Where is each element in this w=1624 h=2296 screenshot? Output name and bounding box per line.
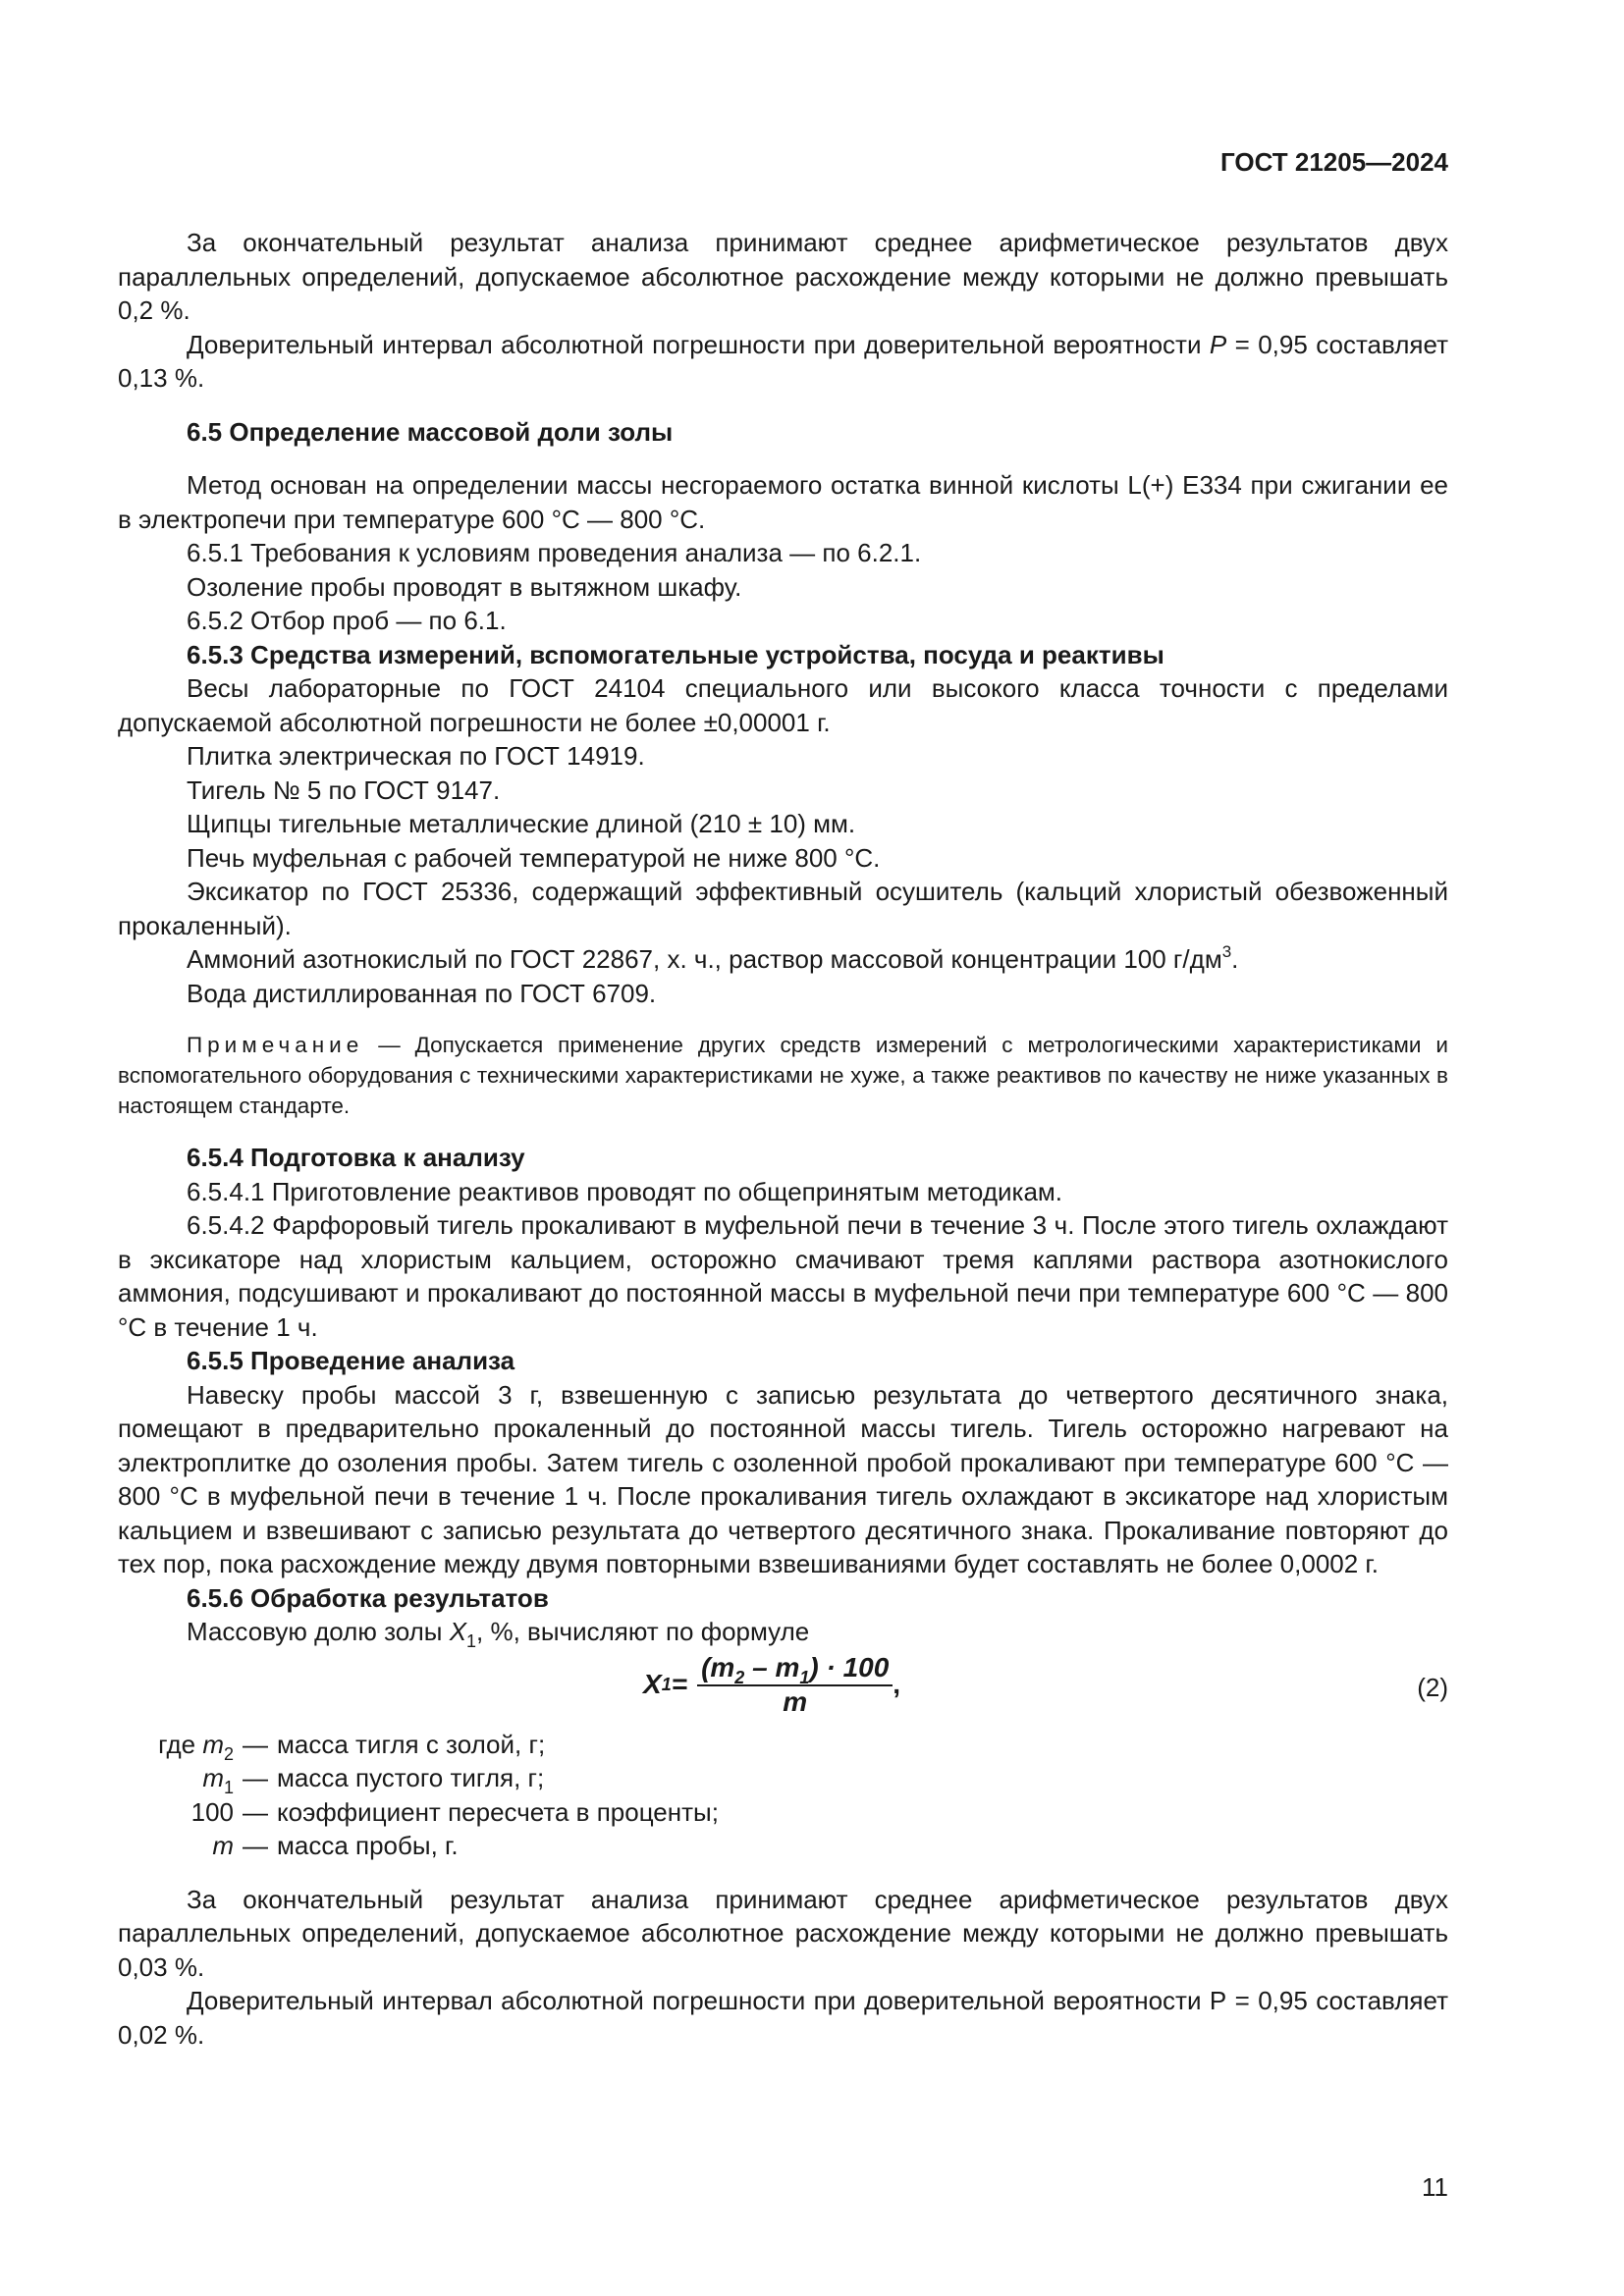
- paragraph: Аммоний азотнокислый по ГОСТ 22867, х. ч., раствор массовой концентрации 100 $г/дм^3$.: [187, 942, 1239, 974]
- section-heading-6-5-3: 6.5.3 Средства измерений, вспомогательные устройства, посуда и реактивы: [187, 639, 1164, 669]
- paragraph: За окончательный результат анализа принимают среднее арифметическое результатов двух параллельных определений, допускаемое абсолютное расхождение между которыми не должно превышать 0,2 %.: [118, 228, 1448, 325]
- note: [118, 1030, 1448, 1121]
- formula-fraction: [697, 1653, 893, 1717]
- paragraph: Весы лабораторные по ГОСТ 24104 специального или высокого класса точности с пределами допускаемой абсолютной погрешности не более ±0,00001 г.: [118, 673, 1448, 737]
- paragraph: Плитка электрическая по ГОСТ 14919.: [187, 741, 645, 771]
- section-heading-6-5: 6.5 Определение массовой доли золы: [187, 416, 674, 447]
- section-heading-6-5-5: 6.5.5 Проведение анализа: [187, 1346, 515, 1375]
- formula-expression: X 1 = $\frac{(m_2 - m_1) \cdot 100}{m}$ ,: [643, 1651, 901, 1717]
- page-number: 11: [1422, 2172, 1448, 2202]
- document-page: [118, 0, 1448, 2296]
- paragraph: Метод основан на определении массы несгораемого остатка винной кислоты L(+) E334 при сжигании ее в электропечи при температуре 600 °C — 800 °C.: [118, 470, 1448, 534]
- paragraph: Тигель № 5 по ГОСТ 9147.: [187, 774, 501, 805]
- legend-item: 100 — коэффициент пересчета в проценты;: [190, 1796, 719, 1827]
- legend-item: где $m_2$ — масса тигля с золой, г;: [158, 1729, 546, 1764]
- formula-number: (2): [1417, 1672, 1448, 1702]
- paragraph: 6.5.2 Отбор проб — по 6.1.: [187, 606, 507, 635]
- formula-2: [118, 1651, 1448, 1722]
- paragraph: 6.5.4.2 Фарфоровый тигель прокаливают в муфельной печи в течение 3 ч. После этого тигель охлаждают в эксикаторе над хлористым кальцием, осторожно смачивают тремя каплями раствора азотнокислого аммония, подсушивают и прокаливают до постоянной массы в муфельной печи при температуре 600 °C — 800 °C в течение 1 ч.: [118, 1210, 1448, 1342]
- note-text: — Допускается применение других средств измерений с метрологическими характеристиками и вспомогательного оборудования с техническими характеристиками не хуже, а также реактивов по качеству не ниже указанных в настоящем стандарте.: [118, 1033, 1448, 1118]
- legend-item: $m_1$ — масса пустого тигля, г;: [202, 1763, 545, 1797]
- formula-numerator: $(m_2 - m_1) \cdot 100$: [697, 1653, 893, 1686]
- page-content: [118, 226, 1448, 2052]
- legend-item: m — масса пробы, г.: [212, 1831, 459, 1860]
- note-label: Примечание: [187, 1033, 364, 1057]
- legend-list: [118, 1728, 1448, 1863]
- standard-designation: ГОСТ 21205—2024: [1220, 147, 1448, 177]
- symbol-p: P: [1209, 329, 1227, 359]
- section-heading-6-5-4: 6.5.4 Подготовка к анализу: [187, 1143, 525, 1172]
- paragraph: 6.5.4.1 Приготовление реактивов проводят по общепринятым методикам.: [187, 1176, 1063, 1206]
- paragraph: Печь муфельная с рабочей температурой не ниже 800 °С.: [187, 842, 881, 873]
- paragraph: За окончательный результат анализа принимают среднее арифметическое результатов двух параллельных определений, допускаемое абсолютное расхождение между которыми не должно превышать 0,03 %.: [118, 1884, 1448, 1982]
- paragraph: 6.5.1 Требования к условиям проведения анализа — по 6.2.1.: [187, 538, 922, 567]
- paragraph: Вода дистиллированная по ГОСТ 6709.: [187, 978, 657, 1008]
- paragraph: Озоление пробы проводят в вытяжном шкафу.: [187, 571, 742, 602]
- paragraph: Эксикатор по ГОСТ 25336, содержащий эффективный осушитель (кальций хлористый обезвоженный прокаленный).: [118, 877, 1448, 940]
- formula-denominator: m: [783, 1685, 808, 1717]
- paragraph: Доверительный интервал абсолютной погрешности при доверительной вероятности Р = 0,95 составляет 0,02 %.: [118, 1986, 1448, 2050]
- section-heading-6-5-6: 6.5.6 Обработка результатов: [187, 1582, 549, 1613]
- paragraph: Массовую долю золы $X_1$, %, вычисляют по формуле: [187, 1617, 810, 1651]
- paragraph: Доверительный интервал абсолютной погрешности при доверительной вероятности P = 0,95 составляет 0,13 %.: [118, 329, 1448, 393]
- paragraph: Навеску пробы массой 3 г, взвешенную с записью результата до четвертого десятичного знака, помещают в предварительно прокаленный до постоянной массы тигель. Тигель осторожно нагревают на электроплитке до озоления пробы. Затем тигель с озоленной пробой прокаливают при температуре 600 °C — 800 °C в муфельной печи в течение 1 ч. После прокаливания тигель охлаждают в эксикаторе над хлористым кальцием и взвешивают с записью результата до четвертого десятичного знака. Прокаливание повторяют до тех пор, пока расхождение между двумя повторными взвешиваниями будет составлять не более 0,0002 г.: [118, 1379, 1448, 1578]
- paragraph: Щипцы тигельные металлические длиной (210 ± 10) мм.: [187, 809, 856, 838]
